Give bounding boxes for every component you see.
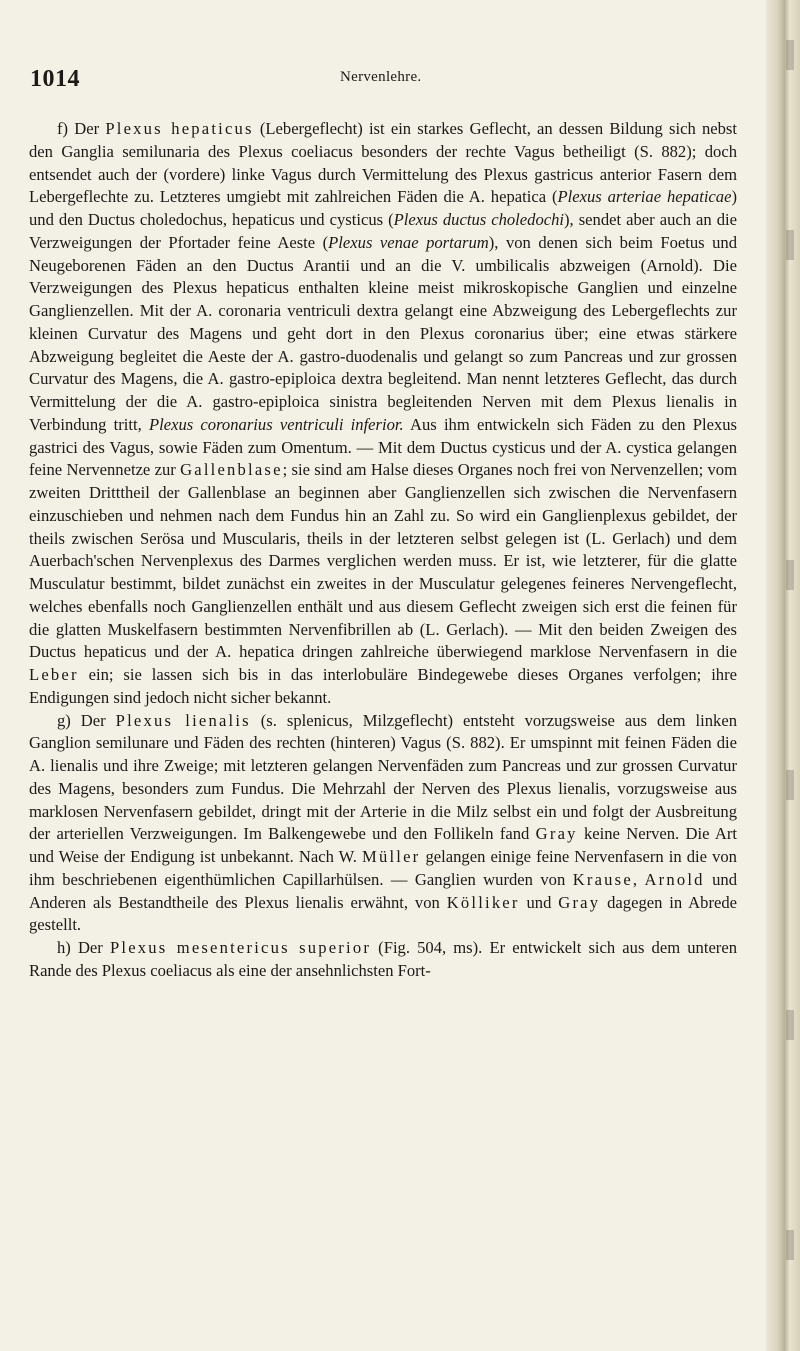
text-run: ; sie sind am Halse dieses Organes noch frei von Nervenzellen; vom zweiten Dritttheil der Gallenblase an beginnen aber Ganglienzellen sich zwischen die Nervenfasern einzuschieben und nehmen nach dem Fundus hin an Zahl zu. So wird ein Ganglienplexus gebildet, der theils zwischen Serösa und Muscularis, theils in der letzteren selbst gelegen ist (L. Gerlach) und dem Auerbach'schen Nervenplexus des Darmes verglichen werden muss. Er ist, wie letzterer, für die glatte Musculatur bestimmt, bildet zunächst ein zweites in der Musculatur gelegenes feineres Nervengeflecht, welches ebenfalls noch Ganglienzellen enthält und aus diesem Geflecht zweigen sich erst die feinen für die glatten Muskelfasern bestimmten Nervenfibrillen ab (L. Gerlach). — Mit den beiden Zweigen des Ductus hepaticus und der A. hepatica dringen zahlreiche überwiegend marklose Nervenfasern in die bbox=[29, 460, 738, 662]
text-run: (Fig. 504, ms). Er entwickelt sich aus dem unteren Rande des Plexus coeliacus als eine der ansehnlichsten Fort- bbox=[29, 938, 737, 980]
text-run: ein; sie lassen sich bis in das interlobuläre Bindegewebe dieses Organes verfolgen; ihre Endigungen sind jedoch nicht sicher bekannt. bbox=[29, 665, 737, 707]
spaced-term: Plexus hepaticus bbox=[105, 119, 254, 138]
text-run: f) Der bbox=[57, 119, 106, 138]
paragraph-plexus-hepaticus bbox=[29, 118, 737, 710]
spaced-term: Plexus mesentericus superior bbox=[109, 938, 372, 957]
text-run: dagegen in Abrede gestellt. bbox=[29, 892, 737, 935]
text-run: gelangen einige feine Nervenfasern in die von ihm beschriebenen eigenthümlichen Capillarhülsen. — Ganglien wurden von bbox=[29, 847, 737, 889]
italic-term: Plexus ductus choledochi bbox=[393, 210, 565, 229]
paragraph-plexus-mesentericus bbox=[29, 937, 737, 983]
page-number: 1014 bbox=[30, 66, 80, 92]
spaced-term: Leber bbox=[29, 665, 79, 684]
text-run: ), von denen sich beim Foetus und Neugeborenen Fäden an den Ductus Arantii und an die V. umbilicalis abzweigen (Arnold). Die Verzweigungen des Plexus hepaticus enthalten kleine meist mikroskopische Ganglien und einzelne Ganglienzellen. Mit der A. coronaria ventriculi dextra gelangt eine Abzweigung des Lebergeflechts zur kleinen Curvatur des Magens und geht dort in den Plexus coronarius über; eine etwas stärkere Abzweigung begleitet die Aeste der A. gastro-duodenalis und gelangt so zum Pancreas und zur grossen Curvatur des Magens, die A. gastro-epiploica dextra begleitend. Man nennt letzteres Geflecht, das durch Vermittelung der die A. gastro-epiploica sinistra begleitenden Nerven mit dem Plexus lienalis in Verbindung tritt, bbox=[29, 232, 737, 434]
text-run: h) Der bbox=[57, 938, 110, 957]
text-run: keine Nerven. Die Art und Weise der Endigung ist unbekannt. Nach W. bbox=[29, 824, 737, 866]
text-run: Aus ihm entwickeln sich Fäden zu den Plexus gastrici des Vagus, sowie Fäden zum Omentum. — Mit dem Ductus cysticus und der A. cystica gelangen feine Nervennetze zur bbox=[29, 414, 737, 480]
spaced-term: Plexus lienalis bbox=[115, 710, 251, 730]
text-run: ), sendet aber auch an die Verzweigungen der Pfortader feine Aeste ( bbox=[29, 210, 737, 252]
text-run: (s. splenicus, Milzgeflecht) entsteht vorzugsweise aus dem linken Ganglion semilunare und Fäden des rechten (hinteren) Vagus (S. 882). Er umspinnt mit feinen Fäden die A. lienalis und ihre Zweige; mit letzteren gelangen Nervenfäden zum Pancreas und zur grossen Curvatur des Magens, besonders zum Fundus. Die Mehrzahl der Nerven des Plexus lienalis, vorzugsweise aus marklosen Nervenfasern gebildet, dringt mit der Arterie in die Milz selbst ein und folgt der Ausbreitung der arteriellen Verzweigungen. Im Balkengewebe und den Follikeln fand bbox=[29, 710, 737, 844]
spaced-name: Kölliker bbox=[446, 892, 520, 912]
spaced-name: Krause bbox=[572, 869, 633, 889]
page-edge bbox=[766, 0, 800, 1351]
spaced-name: Müller bbox=[362, 847, 421, 866]
text-run: , bbox=[632, 869, 645, 889]
spaced-name: Gray bbox=[558, 892, 601, 912]
text-run: (Lebergeflecht) ist ein starkes Geflecht, an dessen Bildung sich nebst den Ganglia semilunaria des Plexus coeliacus besonders der rechte Vagus betheiligt (S. 882); doch entsendet auch der (vordere) linke Vagus durch Vermittelung des Plexus gastricus anterior Fasern dem Lebergeflechte zu. Letzteres umgiebt mit zahlreichen Fäden die A. hepatica ( bbox=[29, 119, 737, 207]
paragraph-plexus-lienalis bbox=[29, 710, 737, 938]
text-run: ) und den Ductus choledochus, hepaticus und cysticus ( bbox=[29, 187, 737, 229]
italic-term: Plexus arteriae hepaticae bbox=[557, 187, 732, 207]
body-text bbox=[29, 118, 737, 983]
spaced-name: Arnold bbox=[644, 869, 705, 889]
italic-term: Plexus coronarius ventriculi inferior. bbox=[148, 414, 404, 434]
spaced-term: Gallenblase bbox=[180, 460, 283, 480]
spaced-name: Gray bbox=[535, 824, 578, 844]
text-run: und Anderen als Bestandtheile des Plexus lienalis erwähnt, von bbox=[29, 869, 737, 912]
page-header bbox=[30, 66, 730, 96]
text-run: g) Der bbox=[57, 710, 116, 730]
italic-term: Plexus venae portarum bbox=[328, 232, 489, 252]
running-head: Nervenlehre. bbox=[340, 69, 422, 85]
text-run: und bbox=[519, 892, 559, 912]
